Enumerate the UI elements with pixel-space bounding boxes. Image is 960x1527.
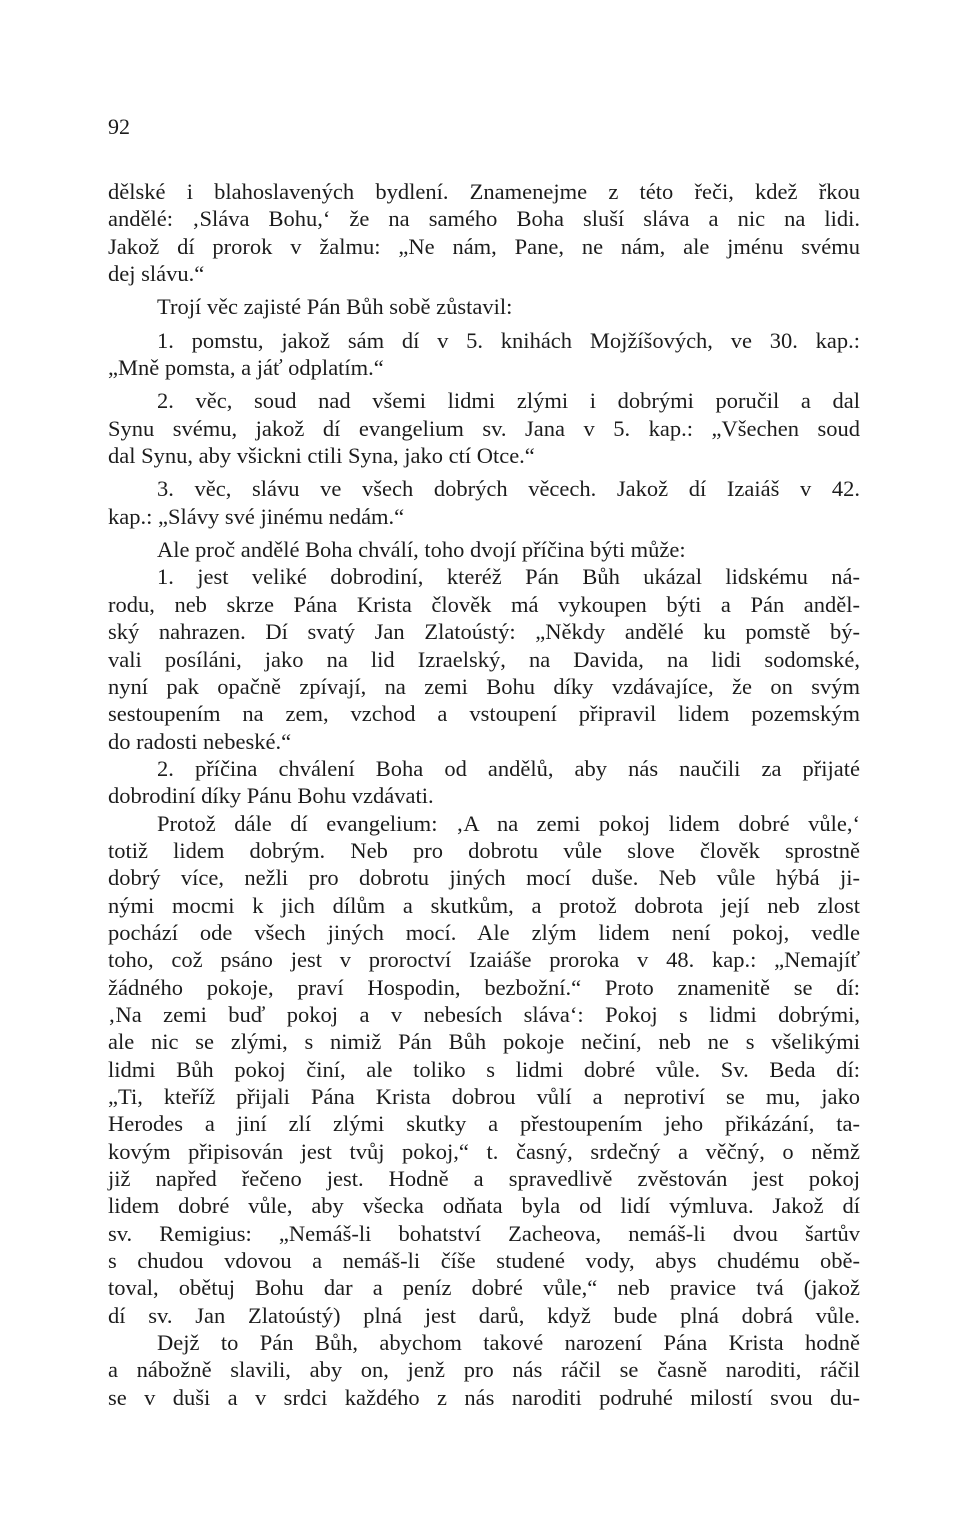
text-line: nyní pak opačně zpívají, na zemi Bohu díky vzdávajíce, že on svým: [108, 673, 860, 699]
text-line: dobrodiní díky Pánu Bohu vzdávati.: [108, 783, 434, 809]
text-line: ale nic se zlými, s nimiž Pán Bůh pokoje nečiní, neb ne s všelikými: [108, 1029, 860, 1055]
text-line: do radosti nebeské.“: [108, 728, 292, 754]
text-line: a nábožně slavili, aby on, jenž pro nás ráčil se časně naroditi, ráčil: [108, 1357, 860, 1383]
text-line: kap.: „Slávy své jinému nedám.“: [108, 503, 405, 529]
text-line: ský nahrazen. Dí svatý Jan Zlatoústý: „Někdy andělé ku pomstě bý-: [108, 619, 860, 645]
text-line: ‚Na zemi buď pokoj a v nebesích sláva‘: Pokoj s lidmi dobrými,: [108, 1001, 860, 1027]
text-line: Protož dále dí evangelium: ‚A na zemi pokoj lidem dobré vůle,‘: [157, 810, 860, 836]
text-line: lidmi Bůh pokoj činí, ale toliko s lidmi dobré vůle. Sv. Beda dí:: [108, 1056, 860, 1082]
text-line: Jakož dí prorok v žalmu: „Ne nám, Pane, ne nám, ale jménu svému: [108, 233, 860, 259]
text-line: sestoupením na zem, vzchod a vstoupení připravil lidem pozemským: [108, 701, 860, 727]
text-line: dal Synu, aby všickni ctili Syna, jako ctí Otce.“: [108, 443, 535, 469]
text-line: vali posíláni, jako na lid Izraelský, na Davida, na lidi sodomské,: [108, 646, 860, 672]
text-line: toho, což psáno jest v proroctví Izaiáše proroka v 48. kap.: „Nemajíť: [108, 947, 860, 973]
text-line: lidem dobré vůle, aby všecka odňata byla od lidí výmluva. Jakož dí: [108, 1193, 860, 1219]
text-line: Herodes a jiní zlí zlými skutky a přestoupením jeho přikázání, ta-: [108, 1111, 860, 1137]
text-line: Trojí věc zajisté Pán Bůh sobě zůstavil:: [157, 294, 513, 320]
text-line: se v duši a v srdci každého z nás naroditi podruhé milostí svou du-: [108, 1384, 860, 1410]
text-line: nými mocmi k jich dílům a skutkům, a protož dobrota její neb zlost: [108, 892, 860, 918]
text-line: totiž lidem dobrým. Neb pro dobrotu vůle slove člověk sprostně: [108, 837, 860, 863]
text-line: Dejž to Pán Bůh, abychom takové narození Pána Krista hodně: [157, 1330, 860, 1356]
text-line: 1. jest veliké dobrodiní, kteréž Pán Bůh ukázal lidskému ná-: [157, 564, 860, 590]
body-text: [108, 178, 860, 1411]
text-line: s chudou vdovou a nemáš-li číše studené vody, abys chudému obě-: [108, 1248, 860, 1274]
text-line: 2. věc, soud nad všemi lidmi zlými i dobrými poručil a dal: [157, 388, 860, 414]
text-line: „Ti, kteříž přijali Pána Krista dobrou vůlí a neprotiví se mu, jako: [108, 1084, 860, 1109]
text-line: Synu svému, jakož dí evangelium sv. Jana v 5. kap.: „Všechen soud: [108, 415, 860, 441]
text-line: dělské i blahoslavených bydlení. Znamenejme z této řeči, kdež řkou: [108, 179, 860, 204]
text-line: Ale proč andělé Boha chválí, toho dvojí příčina býti může:: [157, 537, 686, 563]
text-line: toval, obětuj Bohu dar a peníz dobré vůle,“ neb pravice tvá (jakož: [108, 1275, 860, 1301]
text-line: dobrý více, nežli pro dobrotu jiných mocí duše. Neb vůle hýbá ji-: [108, 865, 860, 891]
text-line: žádného pokoje, praví Hospodin, bezbožní.“ Proto znamenitě se dí:: [108, 974, 860, 1000]
page-number: 92: [108, 114, 130, 139]
text-line: rodu, neb skrze Pána Krista člověk má vykoupen býti a Pán anděl-: [108, 591, 860, 617]
text-line: kovým připisován jest tvůj pokoj,“ t. časný, srdečný a věčný, o němž: [108, 1138, 860, 1164]
text-line: andělé: ‚Sláva Bohu,‘ že na samého Boha sluší sláva a nic na lidi.: [108, 206, 860, 232]
text-line: 2. příčina chválení Boha od andělů, aby nás naučili za přijaté: [157, 755, 860, 781]
text-line: 3. věc, slávu ve všech dobrých věcech. Jakož dí Izaiáš v 42.: [157, 476, 860, 502]
text-line: 1. pomstu, jakož sám dí v 5. knihách Mojžíšových, ve 30. kap.:: [157, 327, 860, 353]
text-line: dej slávu.“: [108, 261, 205, 287]
text-line: pochází ode všech jiných mocí. Ale zlým lidem není pokoj, vedle: [108, 919, 860, 945]
text-line: sv. Remigius: „Nemáš-li bohatství Zacheova, nemáš-li dvou šartův: [108, 1220, 860, 1246]
text-line: dí sv. Jan Zlatoústý) plná jest darů, když bude plná dobrá vůle.: [108, 1302, 860, 1328]
text-line: „Mně pomsta, a jáť odplatím.“: [108, 355, 384, 381]
text-line: již napřed řečeno jest. Hodně a spravedlivě zvěstován jest pokoj: [108, 1166, 860, 1192]
